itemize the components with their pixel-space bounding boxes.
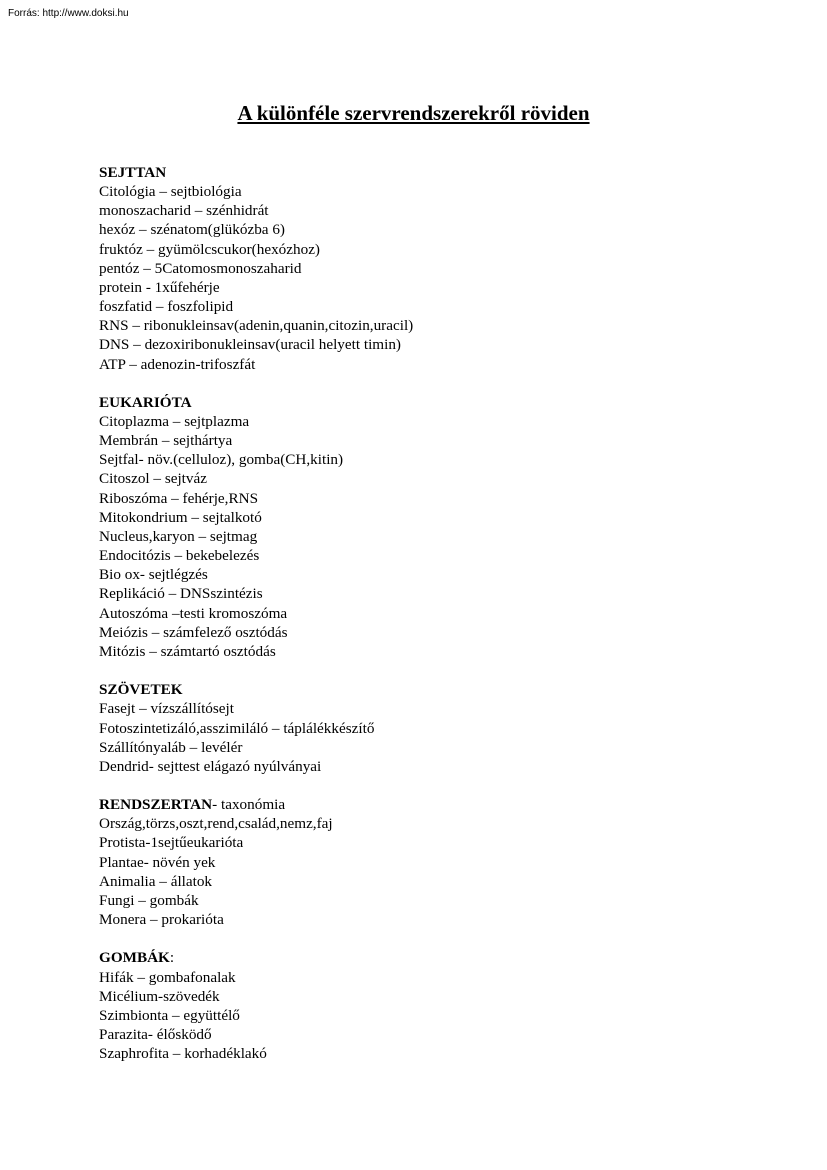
list-item: Citológia – sejtbiológia bbox=[99, 183, 242, 201]
list-item: foszfatid – foszfolipid bbox=[99, 298, 234, 316]
section-rendszertan bbox=[99, 795, 799, 929]
list-item: Dendrid- sejttest elágazó nyúlványai bbox=[99, 757, 322, 775]
list-item: Micélium-szövedék bbox=[99, 987, 220, 1005]
list-item: Autoszóma –testi kromoszóma bbox=[99, 604, 288, 622]
list-item: Fungi – gombák bbox=[99, 891, 199, 909]
section-eukariota bbox=[99, 393, 799, 661]
list-item: Sejtfal- növ.(celluloz), gomba(CH,kitin) bbox=[99, 451, 344, 469]
list-item: RNS – ribonukleinsav(adenin,quanin,citozin,uracil) bbox=[99, 317, 414, 335]
list-item: Endocitózis – bekebelezés bbox=[99, 547, 260, 565]
list-item: Plantae- növén yek bbox=[99, 853, 216, 871]
list-item: hexóz – szénatom(glükózba 6) bbox=[99, 221, 285, 239]
list-item: Citoszol – sejtváz bbox=[99, 470, 207, 488]
list-item: Szállítónyaláb – levélér bbox=[99, 738, 243, 756]
section-heading: SZÖVETEK bbox=[99, 681, 183, 699]
list-item: Fasejt – vízszállítósejt bbox=[99, 700, 234, 718]
list-item: pentóz – 5Catomosmonoszaharid bbox=[99, 259, 302, 277]
list-item: ATP – adenozin-trifoszfát bbox=[99, 355, 256, 373]
page-title: A különféle szervrendszerekről röviden bbox=[237, 101, 590, 125]
list-item: Szimbionta – együttélő bbox=[99, 1006, 240, 1024]
list-item: protein - 1xűfehérje bbox=[99, 278, 220, 296]
list-item: Replikáció – DNSszintézis bbox=[99, 585, 263, 603]
list-item: Mitokondrium – sejtalkotó bbox=[99, 508, 262, 526]
list-item: monoszacharid – szénhidrát bbox=[99, 202, 269, 220]
section-szovetek bbox=[99, 680, 799, 776]
list-item: Citoplazma – sejtplazma bbox=[99, 413, 250, 431]
list-item: Animalia – állatok bbox=[99, 872, 213, 890]
list-item: DNS – dezoxiribonukleinsav(uracil helyett timin) bbox=[99, 336, 401, 354]
section-sejttan bbox=[99, 163, 799, 374]
section-heading: SEJTTAN bbox=[99, 164, 167, 181]
list-item: Mitózis – számtartó osztódás bbox=[99, 642, 276, 660]
document-body bbox=[99, 163, 799, 1082]
list-item: fruktóz – gyümölcscukor(hexózhoz) bbox=[99, 240, 320, 258]
list-item: Hifák – gombafonalak bbox=[99, 968, 236, 986]
list-item: Nucleus,karyon – sejtmag bbox=[99, 527, 258, 545]
list-item: Bio ox- sejtlégzés bbox=[99, 566, 208, 584]
list-item: Fotoszintetizáló,asszimiláló – táplálékkészítő bbox=[99, 719, 375, 737]
list-item: Meiózis – számfelező osztódás bbox=[99, 623, 288, 641]
list-item: Szaphrofita – korhadéklakó bbox=[99, 1045, 267, 1063]
list-item: Ország,törzs,oszt,rend,család,nemz,faj bbox=[99, 815, 333, 833]
source-note: Forrás: http://www.doksi.hu bbox=[8, 8, 129, 19]
list-item: Parazita- élősködő bbox=[99, 1025, 212, 1043]
section-gombak bbox=[99, 948, 799, 1063]
list-item: Riboszóma – fehérje,RNS bbox=[99, 489, 259, 507]
section-heading: RENDSZERTAN- taxonómia bbox=[99, 796, 286, 814]
list-item: Protista-1sejtűeukarióta bbox=[99, 834, 244, 852]
list-item: Membrán – sejthártya bbox=[99, 432, 233, 450]
section-heading: EUKARIÓTA bbox=[99, 393, 192, 411]
list-item: Monera – prokarióta bbox=[99, 911, 224, 929]
section-heading: GOMBÁK: bbox=[99, 949, 175, 967]
